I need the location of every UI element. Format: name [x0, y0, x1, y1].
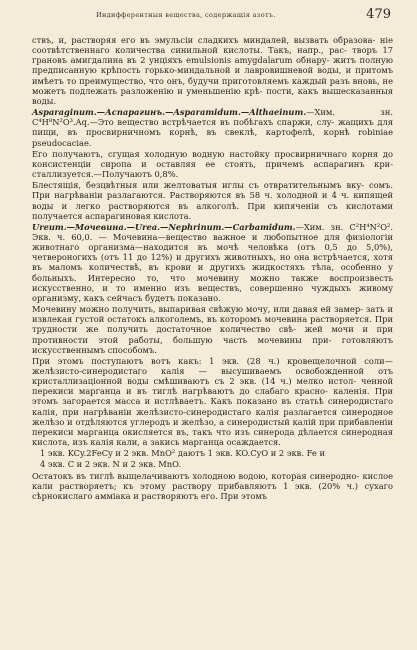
running-title: Индифферентныя вещества, содержащія азотъ. [96, 11, 276, 19]
entry-text: —Хим. зн. C⁴H⁸N²O³.Aq.—Это вещество встрѣчается въ побѣгахъ спаржи, слу- жащихъ для пищи, въ просвирничномъ корнѣ, въ свеклѣ, картофелѣ, корнѣ robiniae pseudocaciae. [32, 107, 393, 148]
entry-heading: Ureum.—Мочевина.—Urea.—Nephrinum.—Carbamidum. [32, 221, 296, 232]
entry-text: —Хим. зн. C²H⁴N²O². Экв. ч. 60,0. — Мочевина—вещество важное и любопытное для физіологіи животнаго организма—находится въ мочѣ человѣка (отъ 0,5 до 5,0%), четвероногихъ (отъ 11 до 12%) и другихъ животныхъ, но она встрѣчается, хотя въ маломъ количествѣ, въ крови и другихъ жидкостяхъ тѣла, особенно у больныхъ. Интересно то, что мочевину можно также воспроизвесть искусственно, и то именно изъ веществъ, совершенно чуждыхъ живому организму, какъ сейчасъ будетъ показано. [32, 221, 393, 303]
body-text [32, 35, 393, 501]
paragraph: Остатокъ въ тиглѣ выщелачиваютъ холодною водою, которая синеродно- кислое кали растворяетъ; къ этому раствору прибавляютъ 1 экв. (20% ч.) сухаго сѣрнокислаго амміака и растворяютъ его. При этомъ [32, 470, 393, 501]
entry-ureum [32, 222, 393, 303]
paragraph: Блестящія, безцвѣтныя или желтоватыя иглы съ отвратительнымъ вку- сомъ. При нагрѣваніи разлагаются. Растворяются въ 58 ч. холодной и 4 ч. кипящей воды и легко растворяются въ алкоголѣ. При кипяченіи съ кислотами получается аспарагиновая кислота. [32, 180, 393, 221]
equation-line: 1 экв. KCy.2FeCy и 2 экв. MnO² даютъ 1 экв. KO.CyO и 2 экв. Fe и [40, 448, 325, 459]
paragraph: При этомъ поступаютъ вотъ какъ: 1 экв. (28 ч.) кровещелочной соли— желѣзисто-синеродистаго калія — высушиваемъ освобожденной отъ кристаллизаціонной воды смѣшиваютъ съ 2 экв. (14 ч.) мелко истол- ченной перекиси марганца и въ тиглѣ нагрѣваютъ до слабаго красно- каленія. При этомъ загорается масса и истлѣваетъ. Какъ показано въ статьѣ синеродистаго калія, при нагрѣваніи желѣзисто-синеродистаго калія разлагается синеродное желѣзо и отдѣляются углеродъ и желѣзо, а синеродистый калій при прибавленіи перекиси марганца окисляется въ, такъ что изъ синерода дѣлается синеродная кислота, изъ калія кали, а закись марганца осаждается. [32, 355, 393, 448]
paragraph: Его получаютъ, сгущая холодную водную настойку просвирничнаго корня до консистенціи сиропа и оставляя ее стоять, причемъ аспарагинъ кри- сталлизуется.—Получаютъ 0,8%. [32, 148, 393, 180]
page-number: 479 [366, 7, 391, 22]
entry-asparaginum [32, 107, 393, 148]
paragraph: Мочевину можно получить, выпаривая свѣжую мочу, или давая ей замер- зать и извлекая густой остатокъ алкоголемъ, въ которомъ мочевина растворяется. При трудности же получить достаточное количество свѣ- жей мочи и при противности этой работы, большую часть мочевины при- готовляютъ искусственнымъ способомъ. [32, 304, 393, 355]
entry-heading: Asparaginum.—Аспарагинъ.—Asparamidum.—Althaeinum. [32, 107, 307, 118]
running-head [32, 7, 391, 21]
equation-line: 4 экв. C и 2 экв. N и 2 экв. MnO. [40, 459, 182, 470]
paragraph: ствъ, и, растворяя его въ эмульсіи сладкихъ миндалей, вызвать образова- ніе соотвѣтственнаго количества синильной кислоты. Такъ, напр., рас- творъ 17 грановъ амигдалина въ 2 унціяхъ emulsionis amygdalarum обнару- житъ полную предписанную крѣпость горько-миндальной и лавровишневой воды, и притомъ имѣетъ то преимущество, что онъ, будучи приготовляемъ каждый разъ вновь, не можетъ подлежать разложенію и уменьшенію крѣ- пости, какъ вышесказанныя воды. [32, 35, 393, 106]
